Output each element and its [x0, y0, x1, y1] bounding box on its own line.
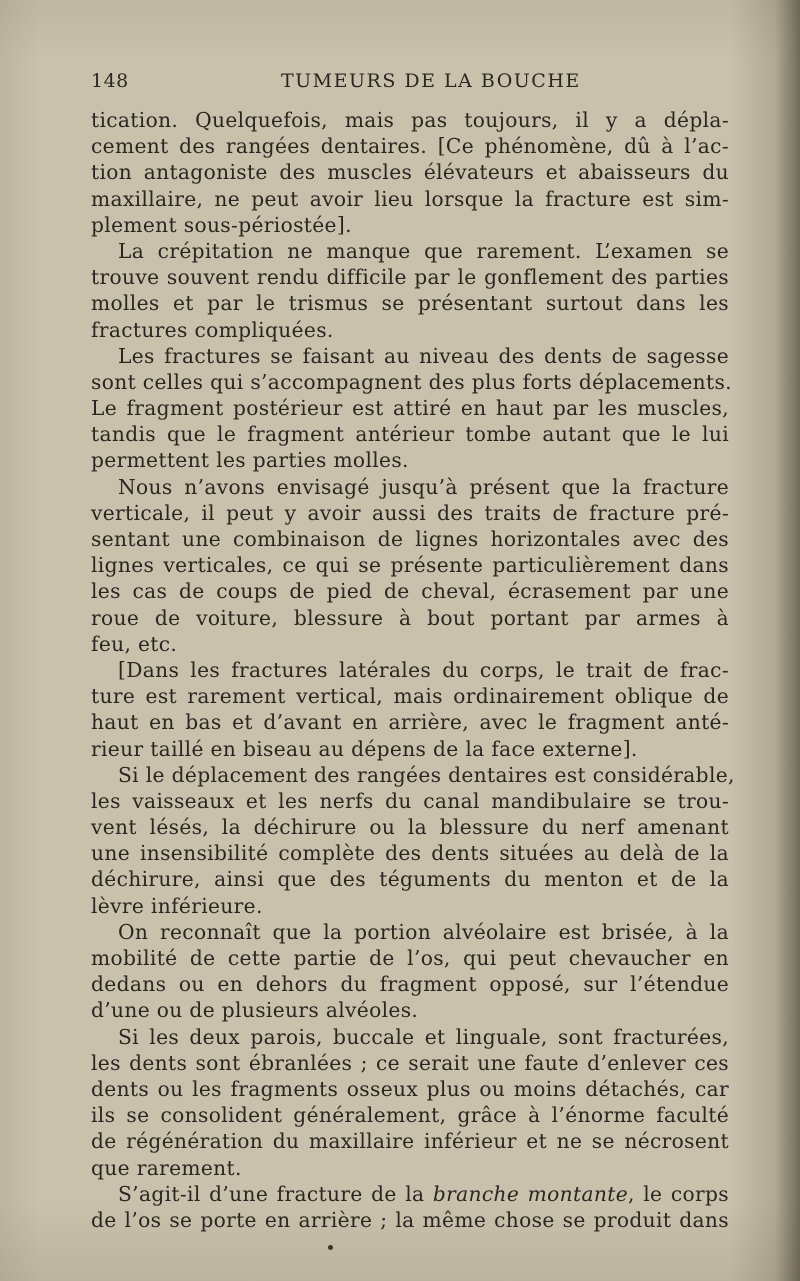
text-line: les cas de coups de pied de cheval, écrasement par une: [91, 579, 729, 604]
body-text: [91, 107, 735, 1233]
text-line: maxillaire, ne peut avoir lieu lorsque la fracture est sim-: [91, 186, 729, 211]
page-number: 148: [91, 70, 129, 92]
text-line: On reconnaît que la portion alvéolaire est brisée, à la: [118, 919, 729, 944]
text-line: tication. Quelquefois, mais pas toujours, il y a dépla-: [91, 108, 729, 132]
text-line: une insensibilité complète des dents situées au delà de la: [91, 841, 729, 866]
text-line: que rarement.: [91, 1155, 242, 1180]
text-line: verticale, il peut y avoir aussi des traits de fracture pré-: [91, 500, 729, 525]
text-line: plement sous-périostée].: [91, 212, 352, 237]
text-line: vent lésés, la déchirure ou la blessure du nerf amenant: [91, 815, 729, 840]
text-line: déchirure, ainsi que des téguments du menton et de la: [91, 867, 729, 892]
text-line: Les fractures se faisant au niveau des dents de sagesse: [118, 343, 729, 368]
text-line: de régénération du maxillaire inférieur et ne se nécrosent: [91, 1129, 729, 1154]
text-line: ture est rarement vertical, mais ordinairement oblique de: [91, 684, 729, 709]
text-line: rieur taillé en biseau au dépens de la face externe].: [91, 736, 638, 761]
text-line: Le fragment postérieur est attiré en haut par les muscles,: [91, 396, 729, 421]
text-line: Si le déplacement des rangées dentaires est considérable,: [118, 762, 735, 787]
text-line: les dents sont ébranlées ; ce serait une faute d’enlever ces: [91, 1050, 729, 1075]
text-run: , le corps: [628, 1181, 729, 1206]
text-line: sont celles qui s’accompagnent des plus forts déplacements.: [91, 369, 732, 394]
text-line: mobilité de cette partie de l’os, qui peut chevaucher en: [91, 946, 729, 970]
text-line: haut en bas et d’avant en arrière, avec le fragment anté-: [91, 710, 729, 735]
text-run: S’agit-il d’une fracture de la: [118, 1181, 433, 1206]
text-line: Nous n’avons envisagé jusqu’à présent que la fracture: [118, 474, 729, 499]
text-line: fractures compliquées.: [91, 317, 334, 342]
text-line: trouve souvent rendu difficile par le gonflement des parties: [91, 265, 729, 290]
text-line: sentant une combinaison de lignes horizontales avec des: [91, 527, 729, 551]
running-title: TUMEURS DE LA BOUCHE: [281, 70, 581, 92]
text-line: permettent les parties molles.: [91, 448, 409, 473]
text-line: roue de voiture, blessure à bout portant par armes à: [91, 605, 729, 630]
italic-term: branche montante: [432, 1181, 628, 1206]
text-line: d’une ou de plusieurs alvéoles.: [91, 998, 419, 1023]
text-line: dents ou les fragments osseux plus ou moins détachés, car: [91, 1076, 729, 1101]
text-line: lèvre inférieure.: [91, 893, 263, 918]
text-line: tion antagoniste des muscles élévateurs et abaisseurs du: [91, 160, 729, 185]
text-line: Si les deux parois, buccale et linguale, sont fracturées,: [118, 1024, 729, 1049]
text-line: La crépitation ne manque que rarement. L’examen se: [118, 238, 729, 263]
text-line: [Dans les fractures latérales du corps, le trait de frac-: [118, 657, 729, 682]
signature-dot: [328, 1245, 333, 1250]
text-line: molles et par le trismus se présentant surtout dans les: [91, 291, 729, 316]
text-line: cement des rangées dentaires. [Ce phénomène, dû à l’ac-: [91, 134, 729, 159]
text-line: ils se consolident généralement, grâce à l’énorme faculté: [91, 1103, 729, 1128]
text-line: tandis que le fragment antérieur tombe autant que le lui: [91, 422, 729, 447]
text-line: dedans ou en dehors du fragment opposé, sur l’étendue: [91, 972, 729, 997]
text-line: feu, etc.: [91, 631, 178, 656]
page-header: [91, 70, 731, 100]
text-line-italic: [91, 1181, 729, 1207]
text-line: les vaisseaux et les nerfs du canal mandibulaire se trou-: [91, 788, 729, 813]
text-line: lignes verticales, ce qui se présente particulièrement dans: [91, 553, 729, 578]
text-line: de l’os se porte en arrière ; la même chose se produit dans: [91, 1207, 729, 1232]
